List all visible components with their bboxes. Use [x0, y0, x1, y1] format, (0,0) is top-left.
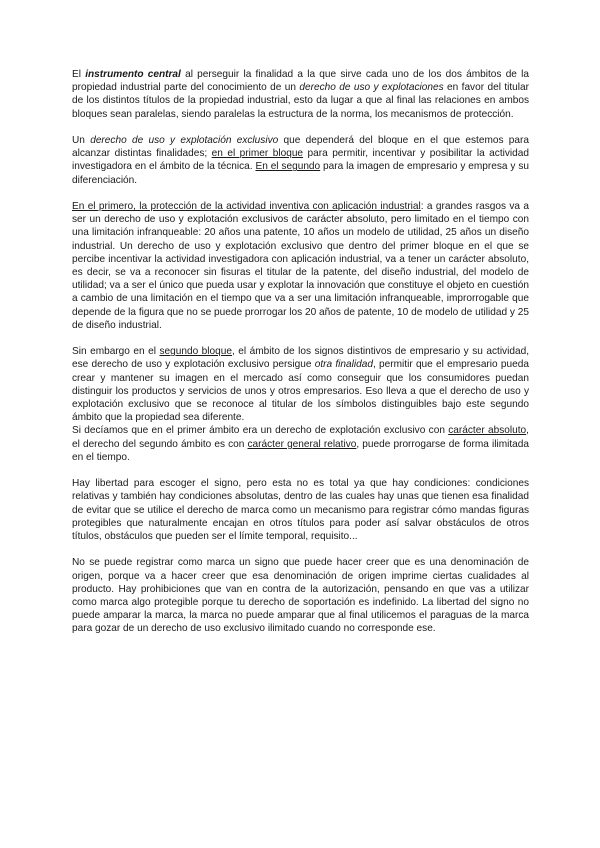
text-run: para permitir, incentivar y posibilitar la actividad investigadora en el ámbito de la técnica. — [72, 148, 529, 173]
text-run: para la imagen de empresario y empresa y su diferenciación. — [72, 161, 530, 186]
text-run: al perseguir la finalidad a la que sirve cada uno de los dos ámbitos de la propiedad industrial parte del conocimiento de un — [72, 69, 529, 94]
document-page — [72, 68, 529, 636]
underlined-text: en el primer bloque — [211, 148, 304, 160]
underlined-text: En el segundo — [255, 161, 321, 173]
underlined-text: carácter absoluto — [448, 425, 527, 437]
paragraph-instrumento-central — [72, 68, 529, 121]
underlined-text: carácter general relativo — [247, 438, 357, 450]
paragraph-gap — [72, 187, 529, 200]
paragraph-segundo-bloque — [72, 345, 529, 424]
emphasized-text: derecho de uso y explotaciones — [299, 82, 444, 94]
underlined-text: segundo bloque — [159, 346, 232, 358]
paragraph-gap — [72, 464, 529, 477]
paragraph-gap — [72, 121, 529, 134]
text-run: que dependerá del bloque en el que estemos para alcanzar distintas finalidades; — [72, 135, 529, 160]
text-run: en favor del titular de los distintos títulos de la propiedad industrial, esto da lugar a que al final las relaciones en ambos bloques sean paralelas, siendo paralelas la estructura de la norma, los mecanismos de protección. — [72, 82, 529, 120]
text-run: , el ámbito de los signos distintivos de empresario y su actividad, ese derecho de uso y explotación exclusivo persigue — [72, 346, 529, 371]
underlined-text: En el primero, la protección de la actividad inventiva con aplicación industrial — [72, 201, 421, 212]
text-run: Sin embargo en el — [72, 346, 160, 358]
emphasized-text: otra finalidad — [314, 359, 373, 371]
paragraph-derecho-uso — [72, 134, 529, 187]
text-run: , permitir que el empresario pueda crear y mantener su imagen en el mercado así como conseguir que los consumidores puedan distinguir los productos y servicios de unos y otros empresarios. Eso lleva a que el derecho de uso y explotación exclusivo que se reconoce al titular de los símbolos distinguibles bajo este segundo ámbito que la propiedad sea diferente. — [72, 359, 529, 424]
emphasized-text: derecho de uso y explotación exclusivo — [90, 135, 279, 146]
paragraph-libertad-signo — [72, 477, 529, 543]
paragraph-caracter-relativo — [72, 424, 529, 464]
paragraph-denominacion-origen — [72, 556, 529, 635]
text-run: : a grandes rasgos va a ser un derecho de uso y explotación exclusivos de carácter absoluto, pero limitado en el tiempo con una limitación infranqueable: 20 años una patente, 10 años un modelo de utilidad, 25 años un diseño industrial. Un derecho de uso y explotación exclusivo que dentro del primer bloque en el que se percibe incentivar la actividad investigadora con aplicación industrial, va a tener un carácter absoluto, es decir, se va a reconocer sin fisuras el titular de la patente, del diseño industrial, del modelo de utilidad; va a ser el único que pueda usar y explotar la innovación que constituye el objeto en cuestión a cambio de una limitación en el tiempo que va a ser una limitación infranqueable, improrrogable que depende de la figura que no se puede prorrogar los 20 años de patente, 10 de modelo de utilidad y 25 de diseño industrial. — [72, 201, 529, 331]
text-run: , el derecho del segundo ámbito es con — [72, 425, 529, 450]
text-run: Un — [72, 135, 91, 146]
emphasized-text: instrumento central — [85, 69, 181, 80]
paragraph-primer-bloque — [72, 200, 529, 332]
text-run: Si decíamos que en el primer ámbito era un derecho de explotación exclusivo con — [72, 425, 449, 437]
text-run: , puede prorrogarse de forma ilimitada en el tiempo. — [72, 438, 530, 463]
text-run: No se puede registrar como marca un signo que puede hacer creer que es una denominación de origen, porque va a hacer creer que esa denominación de origen imprime ciertas cualidades al producto. Hay prohibiciones que van en contra de la autorización, pensando en que vas a utilizar como marca algo protegible porque tu derecho de soportación es indefinido. La libertad del signo no puede amparar la marca, la marca no puede amparar que al final utilicemos el paraguas de la marca para gozar de un derecho de uso exclusivo ilimitado cuando no corresponde ese. — [72, 557, 529, 635]
text-run: El — [72, 69, 86, 80]
paragraph-gap — [72, 543, 529, 556]
text-run: Hay libertad para escoger el signo, pero esta no es total ya que hay condiciones: condiciones relativas y también hay condiciones absolutas, dentro de las cuales hay unas que tienen esa finalidad de evitar que se utilice el derecho de marca como un mecanismo para registrar cómo mandas figuras protegibles que naturalmente encajan en otros títulos para poder así salvar obstáculos de otros títulos, obstáculos que pueden ser el límite temporal, requisito... — [72, 478, 529, 543]
paragraph-gap — [72, 332, 529, 345]
